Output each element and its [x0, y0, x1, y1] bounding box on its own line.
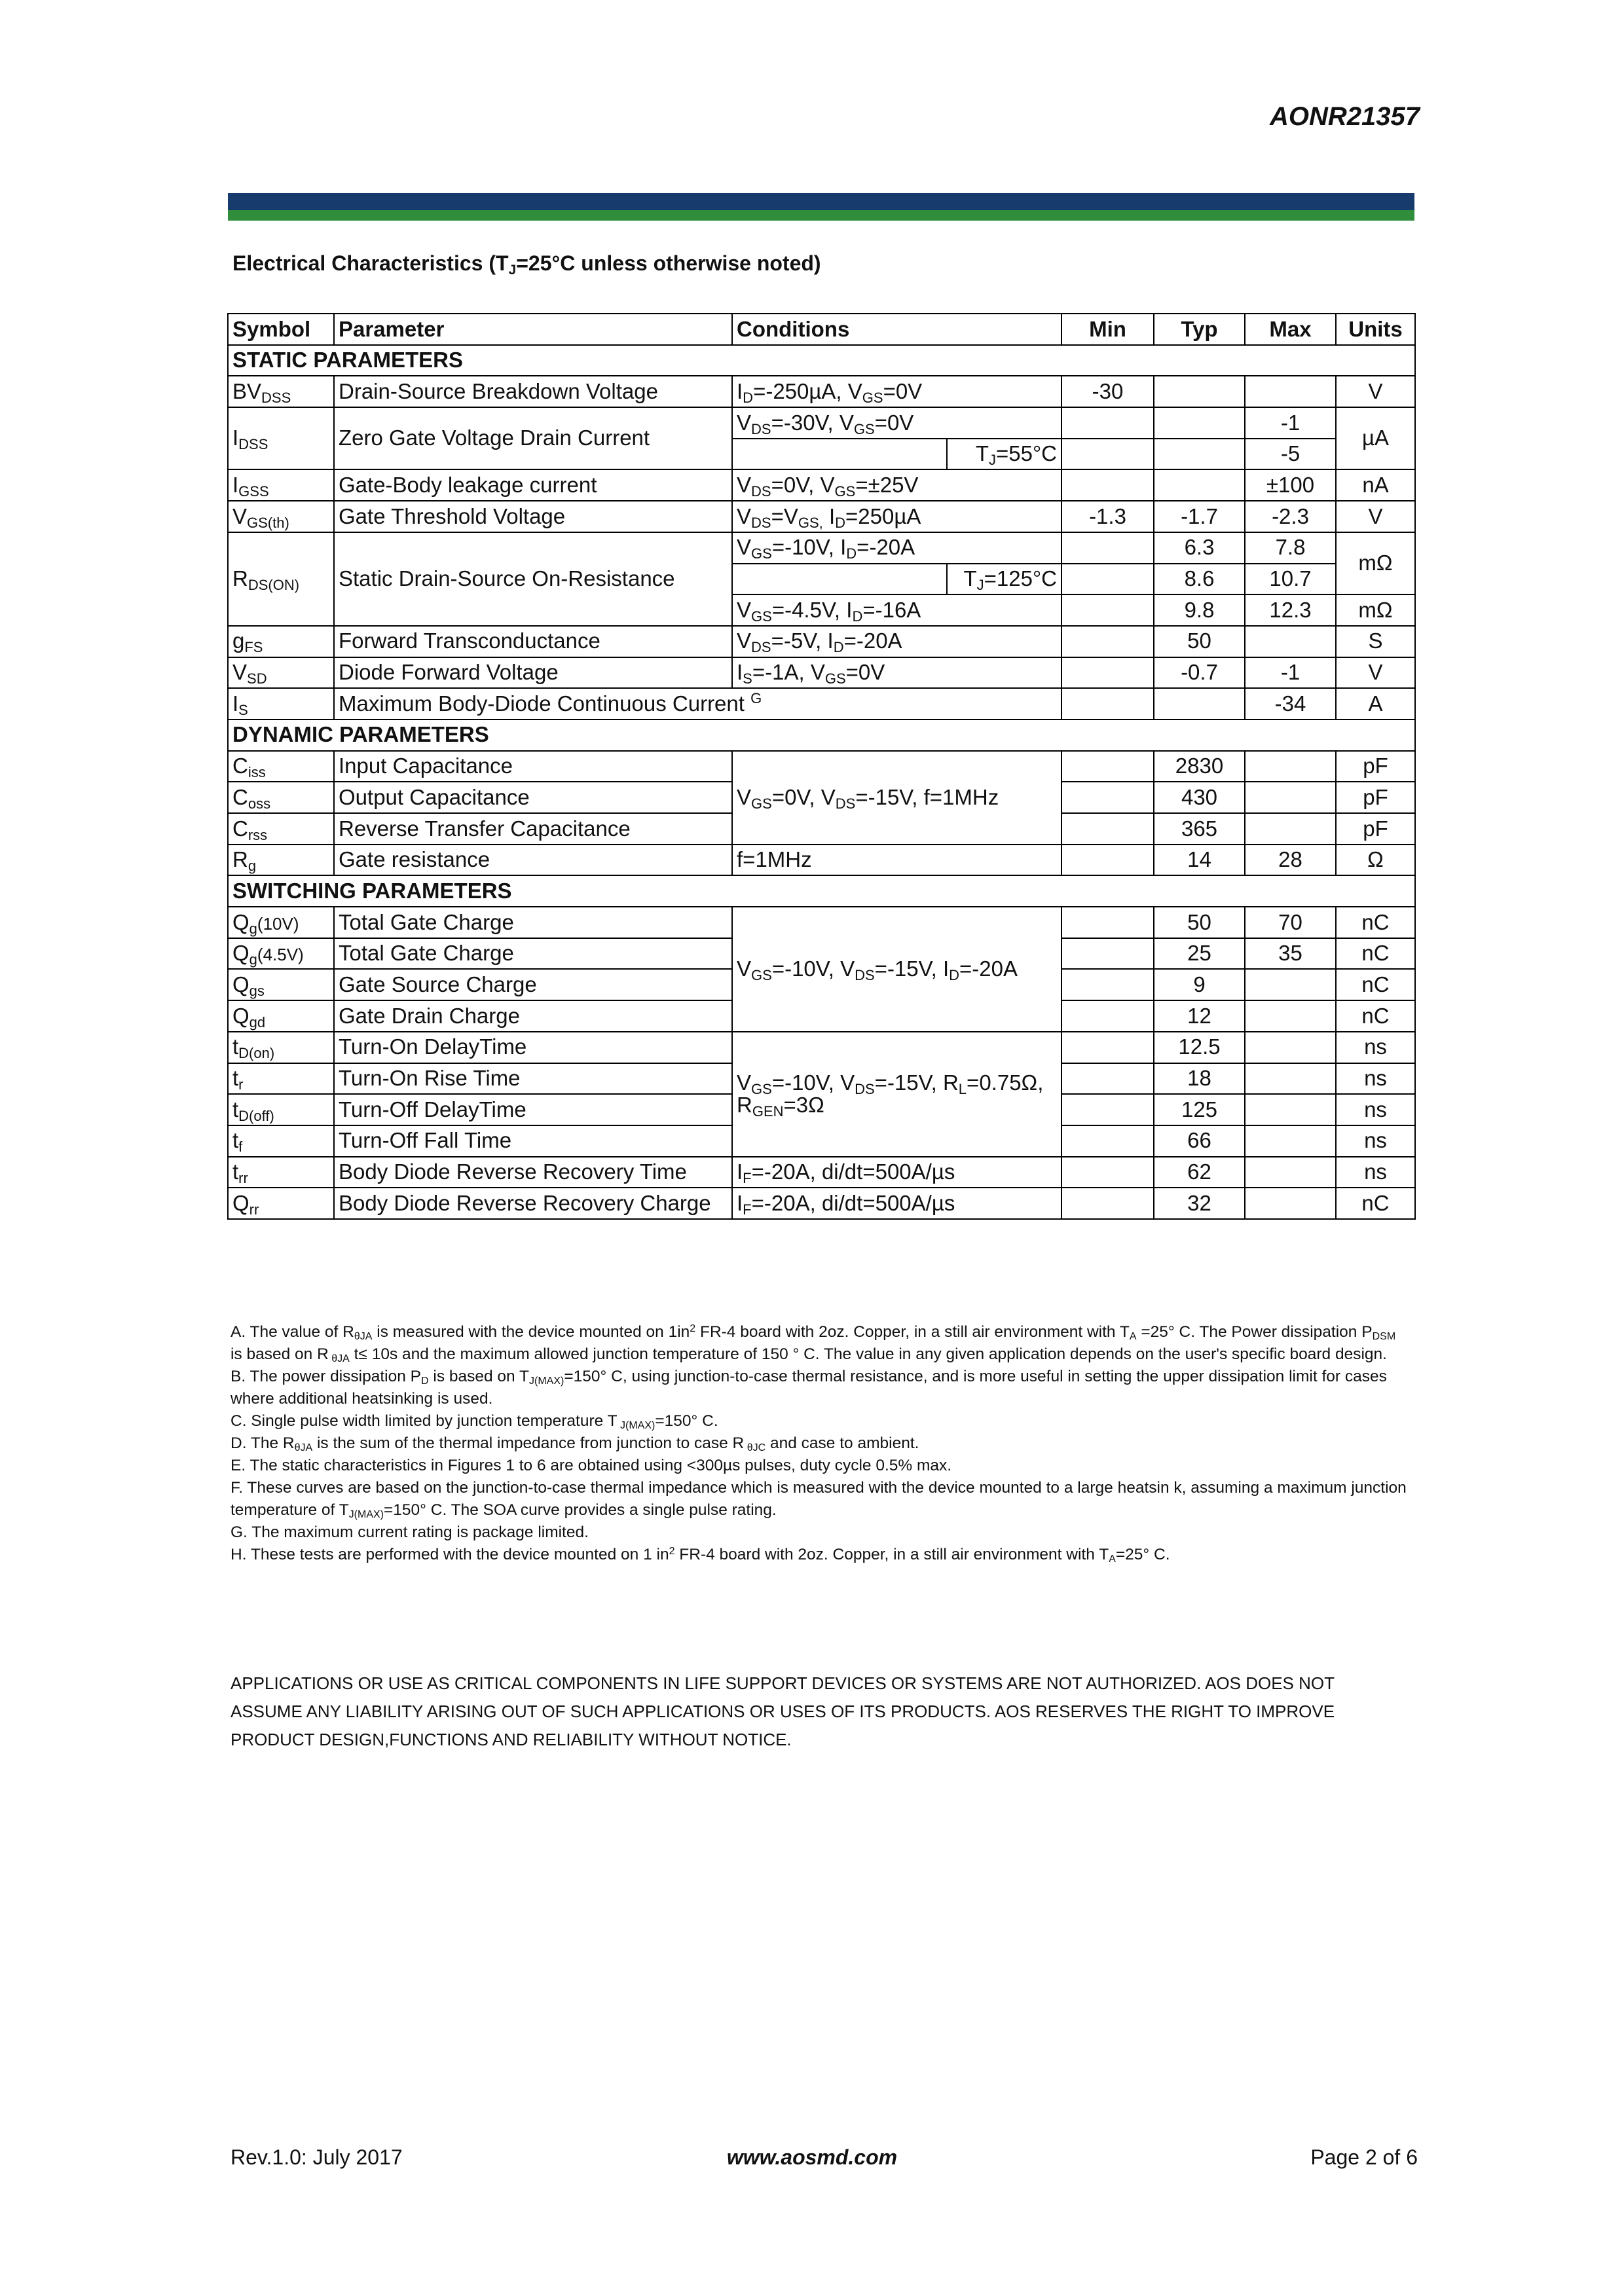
symbol: $V_{SD}$: [228, 657, 334, 689]
max: 7.8: [1245, 532, 1336, 564]
units: A: [1336, 688, 1415, 720]
conditions: $V_{GS}=-10V$, $I_D=-20A$: [732, 532, 1061, 564]
note-e: E. The static characteristics in Figures 1 to 6 are obtained using <300µs pulses, duty cycle 0.5% max.: [231, 1457, 952, 1474]
conditions: $V_{GS}=0V$, $V_{DS}=-15V$, f=1MHz: [732, 751, 1061, 845]
table-header-row: [228, 314, 1415, 345]
header-conditions: Conditions: [732, 314, 1061, 345]
parameter: Body Diode Reverse Recovery Charge: [334, 1188, 732, 1219]
typ: 25: [1154, 938, 1245, 970]
symbol: $t_{D(on)}$: [228, 1032, 334, 1063]
typ: 62: [1154, 1157, 1245, 1188]
units: nC: [1336, 969, 1415, 1000]
units: nC: [1336, 938, 1415, 970]
table-row: [228, 407, 1415, 439]
typ: -0.7: [1154, 657, 1245, 689]
symbol: $Q_{gd}$: [228, 1000, 334, 1032]
header-units: Units: [1336, 314, 1415, 345]
conditions: f=1MHz: [732, 845, 1061, 876]
conditions: $I_D=-250\mu A$, $V_{GS}=0V$: [732, 376, 1061, 407]
min: -30: [1061, 376, 1154, 407]
symbol: $I_{GSS}$: [228, 469, 334, 501]
symbol: $Q_g(10V)$: [228, 907, 334, 938]
parameter: Gate Threshold Voltage: [334, 501, 732, 532]
symbol: $I_{DSS}$: [228, 407, 334, 469]
conditions: $V_{GS}=-10V$, $V_{DS}=-15V$, $R_L=0.75\Omega$, $R_{GEN}=3\Omega$: [732, 1032, 1061, 1157]
symbol: $t_f$: [228, 1125, 334, 1157]
units: S: [1336, 626, 1415, 657]
header-parameter: Parameter: [334, 314, 732, 345]
parameter: Zero Gate Voltage Drain Current: [334, 407, 732, 469]
typ: 50: [1154, 626, 1245, 657]
symbol: $Q_{rr}$: [228, 1188, 334, 1219]
symbol: $t_{D(off)}$: [228, 1094, 334, 1125]
header-color-band: [228, 193, 1414, 221]
max: -2.3: [1245, 501, 1336, 532]
typ: 125: [1154, 1094, 1245, 1125]
parameter: Total Gate Charge: [334, 907, 732, 938]
typ: 32: [1154, 1188, 1245, 1219]
conditions-tj: $T_J=55^\circ C$: [947, 439, 1061, 470]
conditions: $V_{DS}=-30V$, $V_{GS}=0V$: [732, 407, 1061, 439]
max: -1: [1245, 657, 1336, 689]
symbol: $t_{rr}$: [228, 1157, 334, 1188]
units: V: [1336, 501, 1415, 532]
typ: 18: [1154, 1063, 1245, 1095]
typ: 9: [1154, 969, 1245, 1000]
units: Ω: [1336, 845, 1415, 876]
max: -34: [1245, 688, 1336, 720]
conditions: $V_{GS}=-4.5V$, $I_D=-16A$: [732, 594, 1061, 626]
symbol: $V_{GS(th)}$: [228, 501, 334, 532]
min: -1.3: [1061, 501, 1154, 532]
note-a: A. The value of $R_{\theta JA}$ is measured with the device mounted on $1in^2$ FR-4 board with 2oz. Copper, in a still air environment with $T_A =25^\circ$ C. The Power dissipation $P_{DSM}$ is based on R $_{\theta JA}$ t≤ 10s and the maximum allowed junction temperature of 150 ° C. The value in any given application depends on the user's specific board design.: [231, 1323, 1396, 1364]
max: 28: [1245, 845, 1336, 876]
section-static: STATIC PARAMETERS: [228, 345, 1415, 376]
typ: 6.3: [1154, 532, 1245, 564]
symbol: $t_r$: [228, 1063, 334, 1095]
parameter: Input Capacitance: [334, 751, 732, 782]
footer-revision: Rev.1.0: July 2017: [231, 2145, 403, 2169]
table-row: [228, 1188, 1415, 1219]
symbol: $Q_g(4.5V)$: [228, 938, 334, 970]
footer-page-number: Page 2 of 6: [1310, 2145, 1418, 2169]
parameter: Total Gate Charge: [334, 938, 732, 970]
typ: 2830: [1154, 751, 1245, 782]
max: ±100: [1245, 469, 1336, 501]
units: nC: [1336, 1000, 1415, 1032]
section-switching: SWITCHING PARAMETERS: [228, 875, 1415, 907]
units: mΩ: [1336, 532, 1415, 594]
parameter: Forward Transconductance: [334, 626, 732, 657]
units: pF: [1336, 813, 1415, 845]
parameter: Turn-Off DelayTime: [334, 1094, 732, 1125]
electrical-characteristics-table: [227, 313, 1416, 1220]
header-typ: Typ: [1154, 314, 1245, 345]
units: ns: [1336, 1094, 1415, 1125]
symbol: $R_{DS(ON)}$: [228, 532, 334, 626]
units: µA: [1336, 407, 1415, 469]
max: -5: [1245, 439, 1336, 470]
conditions: $I_F=-20A$, di/dt=500A/µs: [732, 1188, 1061, 1219]
max: 10.7: [1245, 564, 1336, 595]
footer-website: www.aosmd.com: [726, 2145, 898, 2169]
typ: 14: [1154, 845, 1245, 876]
table-row: [228, 532, 1415, 564]
units: nA: [1336, 469, 1415, 501]
note-f: F. These curves are based on the junction-to-case thermal impedance which is measured with the device mounted to a large heatsin k, assuming a maximum junction temperature of $T_{J(MAX)}=150^\circ$ C. The SOA curve provides a single pulse rating.: [231, 1479, 1407, 1520]
units: pF: [1336, 751, 1415, 782]
parameter: Drain-Source Breakdown Voltage: [334, 376, 732, 407]
units: ns: [1336, 1125, 1415, 1157]
typ: 50: [1154, 907, 1245, 938]
parameter: Turn-Off Fall Time: [334, 1125, 732, 1157]
table-row: [228, 626, 1415, 657]
conditions: $V_{DS}=-5V$, $I_D=-20A$: [732, 626, 1061, 657]
parameter: Reverse Transfer Capacitance: [334, 813, 732, 845]
part-number: AONR21357: [1269, 102, 1420, 131]
units: V: [1336, 376, 1415, 407]
typ: 8.6: [1154, 564, 1245, 595]
conditions: $V_{DS}=V_{GS,}$ $I_D=250\mu A$: [732, 501, 1061, 532]
table-row: [228, 1157, 1415, 1188]
symbol: $I_S$: [228, 688, 334, 720]
parameter: Gate-Body leakage current: [334, 469, 732, 501]
header-symbol: Symbol: [228, 314, 334, 345]
parameter: Gate resistance: [334, 845, 732, 876]
section-title: Electrical Characteristics ($T_J=25^\circ C$ unless otherwise noted): [232, 251, 821, 278]
table-row: [228, 376, 1415, 407]
units: V: [1336, 657, 1415, 689]
symbol: $g_{FS}$: [228, 626, 334, 657]
units: mΩ: [1336, 594, 1415, 626]
table-row: [228, 469, 1415, 501]
units: nC: [1336, 1188, 1415, 1219]
parameter: Gate Drain Charge: [334, 1000, 732, 1032]
units: ns: [1336, 1063, 1415, 1095]
section-dynamic: DYNAMIC PARAMETERS: [228, 720, 1415, 751]
parameter: Diode Forward Voltage: [334, 657, 732, 689]
typ: 365: [1154, 813, 1245, 845]
table-row: [228, 845, 1415, 876]
units: pF: [1336, 782, 1415, 813]
units: nC: [1336, 907, 1415, 938]
max: 70: [1245, 907, 1336, 938]
typ: 12.5: [1154, 1032, 1245, 1063]
max: 35: [1245, 938, 1336, 970]
note-d: D. The $R_{\theta JA}$ is the sum of the thermal impedance from junction to case R $_{\theta JC}$ and case to ambient.: [231, 1434, 919, 1453]
typ: 430: [1154, 782, 1245, 813]
table-row: [228, 657, 1415, 689]
table-row: [228, 907, 1415, 938]
parameter: Body Diode Reverse Recovery Time: [334, 1157, 732, 1188]
disclaimer: APPLICATIONS OR USE AS CRITICAL COMPONENTS IN LIFE SUPPORT DEVICES OR SYSTEMS ARE NOT AUTHORIZED. AOS DOES NOT ASSUME ANY LIABILITY ARISING OUT OF SUCH APPLICATIONS OR USES OF ITS PRODUCTS. AOS RESERVES THE RIGHT TO IMPROVE PRODUCT DESIGN,FUNCTIONS AND RELIABILITY WITHOUT NOTICE.: [231, 1673, 1335, 1749]
header-min: Min: [1061, 314, 1154, 345]
parameter: Turn-On DelayTime: [334, 1032, 732, 1063]
typ: -1.7: [1154, 501, 1245, 532]
conditions: $V_{GS}=-10V$, $V_{DS}=-15V$, $I_D=-20A$: [732, 907, 1061, 1032]
typ: 66: [1154, 1125, 1245, 1157]
max: -1: [1245, 407, 1336, 439]
footnotes: [231, 1321, 1409, 1566]
max: 12.3: [1245, 594, 1336, 626]
table-row: [228, 688, 1415, 720]
table-row: [228, 751, 1415, 782]
parameter: Turn-On Rise Time: [334, 1063, 732, 1095]
parameter: Static Drain-Source On-Resistance: [334, 532, 732, 626]
note-g: G. The maximum current rating is package limited.: [231, 1523, 589, 1541]
note-b: B. The power dissipation $P_D$ is based on $T_{J(MAX)}=150^\circ$ C, using junction-to-case thermal resistance, and is more useful in setting the upper dissipation limit for cases where additional heatsinking is used.: [231, 1368, 1387, 1408]
conditions: $V_{DS}=0V$, $V_{GS}=\pm 25V$: [732, 469, 1061, 501]
parameter: Maximum Body-Diode Continuous Current $^G$: [334, 688, 1061, 720]
parameter: Gate Source Charge: [334, 969, 732, 1000]
note-c: C. Single pulse width limited by junction temperature T $_{J(MAX)}$=150° C.: [231, 1412, 718, 1431]
table-row: [228, 1032, 1415, 1063]
conditions-tj: $T_J=125^\circ C$: [947, 564, 1061, 595]
symbol: $BV_{DSS}$: [228, 376, 334, 407]
typ: 9.8: [1154, 594, 1245, 626]
symbol: $R_g$: [228, 845, 334, 876]
symbol: $C_{rss}$: [228, 813, 334, 845]
parameter: Output Capacitance: [334, 782, 732, 813]
typ: 12: [1154, 1000, 1245, 1032]
symbol: $C_{iss}$: [228, 751, 334, 782]
conditions: $I_F=-20A$, di/dt=500A/µs: [732, 1157, 1061, 1188]
conditions: $I_S=-1A$, $V_{GS}=0V$: [732, 657, 1061, 689]
header-max: Max: [1245, 314, 1336, 345]
units: ns: [1336, 1157, 1415, 1188]
symbol: $C_{oss}$: [228, 782, 334, 813]
symbol: $Q_{gs}$: [228, 969, 334, 1000]
table-row: [228, 501, 1415, 532]
note-h: H. These tests are performed with the device mounted on 1 $in^2$ FR-4 board with 2oz. Copper, in a still air environment with $T_A=25^\circ$ C.: [231, 1546, 1170, 1565]
units: ns: [1336, 1032, 1415, 1063]
